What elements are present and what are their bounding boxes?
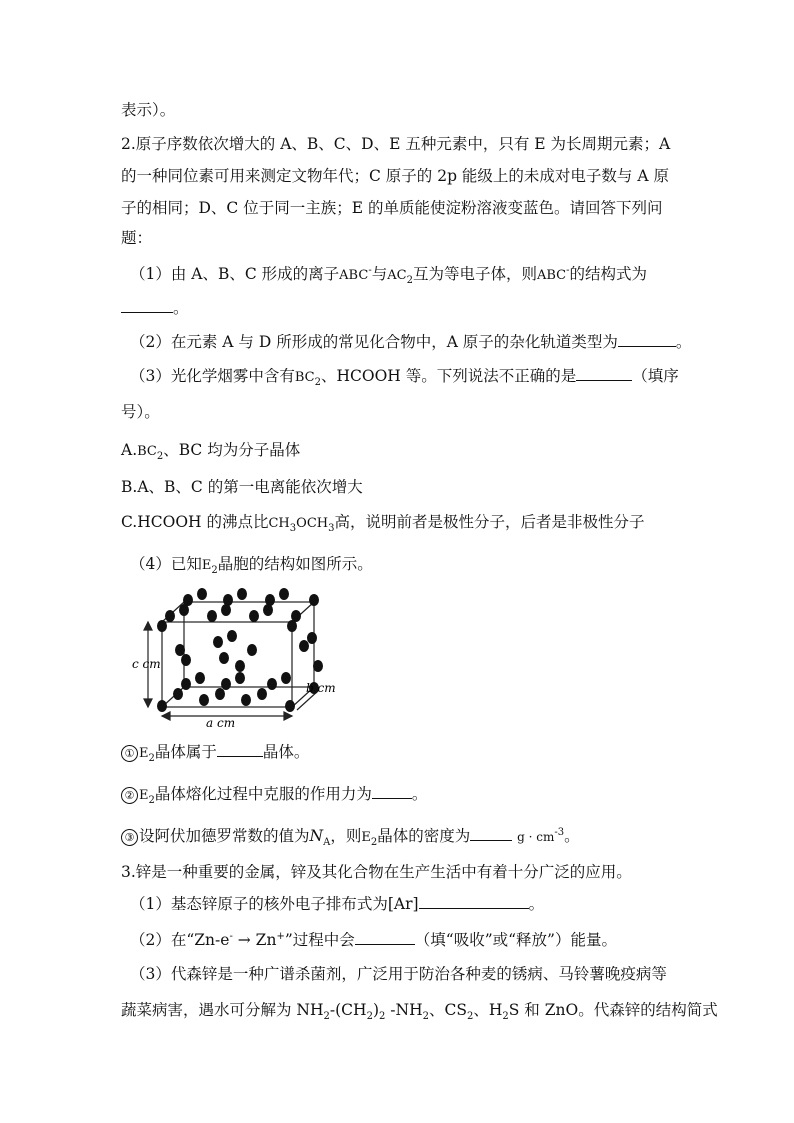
- atom: [215, 688, 225, 700]
- text-span: 高，说明前者是极性分子，后者是非极性分子: [334, 513, 645, 531]
- text-span: （2）在元素 A 与 D 所形成的常见化合物中，A 原子的杂化轨道类型为: [130, 333, 618, 351]
- atom: [307, 632, 317, 644]
- answer-blank[interactable]: [576, 366, 632, 381]
- subscript: 2: [314, 377, 321, 389]
- text-span: 设阿伏加德罗常数的值为: [139, 827, 310, 845]
- atom: [173, 688, 183, 700]
- subscript: 2: [370, 837, 378, 849]
- atom: [219, 652, 229, 664]
- atom: [279, 588, 289, 600]
- text-span: 与: [371, 265, 388, 283]
- b-label: b cm: [306, 681, 336, 695]
- subscript: 2: [148, 795, 155, 807]
- atom: [197, 588, 207, 600]
- atom: [281, 672, 291, 684]
- formula: ABC: [339, 268, 369, 283]
- atom: [213, 636, 223, 648]
- superscript: -: [229, 930, 233, 942]
- text-span: S 和 ZnO。代森锌的结构简式: [508, 1001, 718, 1019]
- text-span: 。: [528, 895, 545, 913]
- subscript: 2: [502, 1011, 509, 1023]
- text-span: 晶体的密度为: [377, 827, 471, 845]
- atom: [181, 678, 191, 690]
- text-line: 号）。: [121, 403, 160, 421]
- atom: [313, 660, 323, 672]
- atom: [241, 694, 251, 706]
- formula: E: [361, 830, 371, 845]
- formula: E: [201, 558, 212, 573]
- text-span: ”过程中会: [284, 931, 355, 949]
- atom: [221, 604, 231, 616]
- text-line: 的一种同位素可用来测定文物年代；C 原子的 2p 能级上的未成对电子数与 A 原: [121, 167, 669, 185]
- subscript: 2: [323, 1011, 330, 1023]
- atom: [285, 700, 295, 712]
- formula: BC: [137, 444, 157, 459]
- atom: [199, 694, 209, 706]
- text-line: [121, 1000, 718, 1023]
- subscript: 2: [406, 275, 413, 287]
- text-span: （1）基态锌原子的核外电子排布式为[Ar]: [130, 895, 419, 913]
- charge: -: [566, 264, 570, 276]
- formula: BC: [294, 370, 315, 385]
- text-span: 晶体熔化过程中克服的作用力为: [154, 785, 372, 803]
- text-span: 、HCOOH 等。下列说法不正确的是: [321, 367, 577, 385]
- atom: [263, 604, 273, 616]
- subscript: 2: [148, 753, 155, 765]
- question-2-3: [130, 366, 679, 388]
- atom: [247, 644, 257, 656]
- molecule-dots: [157, 588, 323, 712]
- formula: ABC: [536, 268, 567, 283]
- text-span: 互为等电子体，则: [412, 265, 537, 283]
- text-span: → Zn: [232, 931, 277, 949]
- a-label: a cm: [206, 716, 236, 728]
- atom: [207, 610, 217, 622]
- arrow-head: [284, 712, 292, 720]
- answer-line: [121, 298, 189, 318]
- arrow-head: [162, 712, 170, 720]
- atom: [299, 640, 309, 652]
- atom: [257, 688, 267, 700]
- text-span: （填“吸收”或“释放”）能量。: [414, 931, 617, 949]
- text-span: （填序: [632, 367, 679, 385]
- arrow-head: [144, 622, 152, 630]
- answer-blank[interactable]: [419, 894, 529, 909]
- text-span: 、CS: [429, 1001, 467, 1019]
- question-2-1: [130, 264, 647, 286]
- sub-question-1: [121, 742, 309, 764]
- crystal-cell-figure: [132, 582, 342, 728]
- formula: CH: [268, 516, 290, 531]
- subscript: 3: [328, 523, 335, 535]
- question-3-3: （3）代森锌是一种广谱杀菌剂，广泛用于防治各种麦的锈病、马铃薯晚疫病等: [130, 965, 667, 983]
- text-span: （2）在“Zn-e: [130, 931, 230, 949]
- formula: E: [139, 788, 149, 803]
- answer-blank[interactable]: [372, 784, 412, 799]
- atom: [287, 620, 297, 632]
- sub-question-3: [121, 826, 580, 848]
- subscript: A: [323, 837, 331, 849]
- answer-blank[interactable]: [618, 332, 676, 347]
- question-2-2: [130, 332, 691, 352]
- circled-number: ③: [121, 829, 138, 846]
- superscript: -3: [554, 826, 565, 838]
- subscript: 3: [289, 523, 297, 535]
- option-b: B.A、B、C 的第一电离能依次增大: [121, 478, 363, 496]
- subscript: 2: [466, 1011, 474, 1023]
- subscript: 2: [156, 451, 164, 463]
- atom: [249, 610, 259, 622]
- atom: [235, 672, 245, 684]
- text-span: -(CH: [329, 1001, 367, 1019]
- text-span: （4）已知: [130, 555, 202, 573]
- c-label: c cm: [132, 657, 161, 671]
- text-span: （3）光化学烟雾中含有: [130, 367, 295, 385]
- option-a: [121, 440, 300, 462]
- text-line: 题：: [121, 229, 153, 247]
- formula: OCH: [296, 516, 329, 531]
- text-span: 。: [564, 827, 580, 845]
- subscript: 2: [211, 565, 218, 577]
- subscript: 2: [366, 1011, 373, 1023]
- formula: AC: [387, 268, 407, 283]
- atom: [235, 660, 245, 672]
- text-line: 表示）。: [121, 101, 176, 119]
- answer-blank[interactable]: [217, 742, 263, 757]
- text-line: 子的相同；D、C 位于同一主族；E 的单质能使淀粉溶液变蓝色。请回答下列问: [121, 199, 663, 217]
- text-span: 晶体属于: [154, 743, 217, 761]
- atom: [221, 678, 231, 690]
- problem-3-text: 3.锌是一种重要的金属，锌及其化合物在生产生活中有着十分广泛的应用。: [121, 863, 632, 881]
- text-span: C.HCOOH 的沸点比: [121, 513, 269, 531]
- subscript: 2: [379, 1011, 386, 1023]
- text-span: 。: [675, 333, 692, 351]
- text-span: 、H: [473, 1001, 503, 1019]
- circled-number: ②: [121, 787, 138, 804]
- superscript: +: [276, 930, 285, 942]
- atom: [195, 672, 205, 684]
- atom: [181, 654, 191, 666]
- atom: [265, 594, 275, 606]
- text-span: 晶体。: [262, 743, 310, 761]
- atom: [165, 610, 175, 622]
- text-span: 晶胞的结构如图所示。: [217, 555, 373, 573]
- text-span: 的结构式为: [569, 265, 647, 283]
- text-span: 。: [173, 299, 189, 317]
- arrow-head: [144, 699, 152, 707]
- text-span: 、BC 均为分子晶体: [163, 441, 301, 459]
- text-span: 蔬菜病害，遇水可分解为 NH: [121, 1001, 324, 1019]
- text-span: ，则: [330, 827, 362, 845]
- problem-2-text: 2.原子序数依次增大的 A、B、C、D、E 五种元素中，只有 E 为长周期元素；A: [121, 135, 671, 153]
- question-2-4: [130, 554, 373, 576]
- text-span: -NH: [385, 1001, 423, 1019]
- circled-number: ①: [121, 745, 138, 762]
- atom: [309, 594, 319, 606]
- text-span: （1）由 A、B、C 形成的离子: [130, 265, 340, 283]
- text-span: 。: [411, 785, 428, 803]
- text-span: A.: [121, 441, 138, 459]
- atom: [267, 678, 277, 690]
- sub-question-2: [121, 784, 427, 806]
- question-3-1: [130, 894, 544, 914]
- formula: N: [309, 827, 324, 845]
- formula: E: [139, 746, 149, 761]
- atom: [157, 700, 167, 712]
- unit: g · cm: [517, 830, 555, 844]
- answer-blank[interactable]: [470, 826, 512, 841]
- atom: [157, 620, 167, 632]
- text-span: ): [372, 1001, 379, 1019]
- answer-blank[interactable]: [121, 298, 173, 313]
- atom: [179, 604, 189, 616]
- answer-blank[interactable]: [355, 930, 415, 945]
- atom: [227, 630, 237, 642]
- atom: [237, 588, 247, 600]
- option-c: [121, 512, 645, 534]
- subscript: 2: [422, 1011, 429, 1023]
- atom: [223, 594, 233, 606]
- atom: [175, 644, 185, 656]
- question-3-2: [130, 930, 617, 950]
- charge: -: [368, 264, 372, 276]
